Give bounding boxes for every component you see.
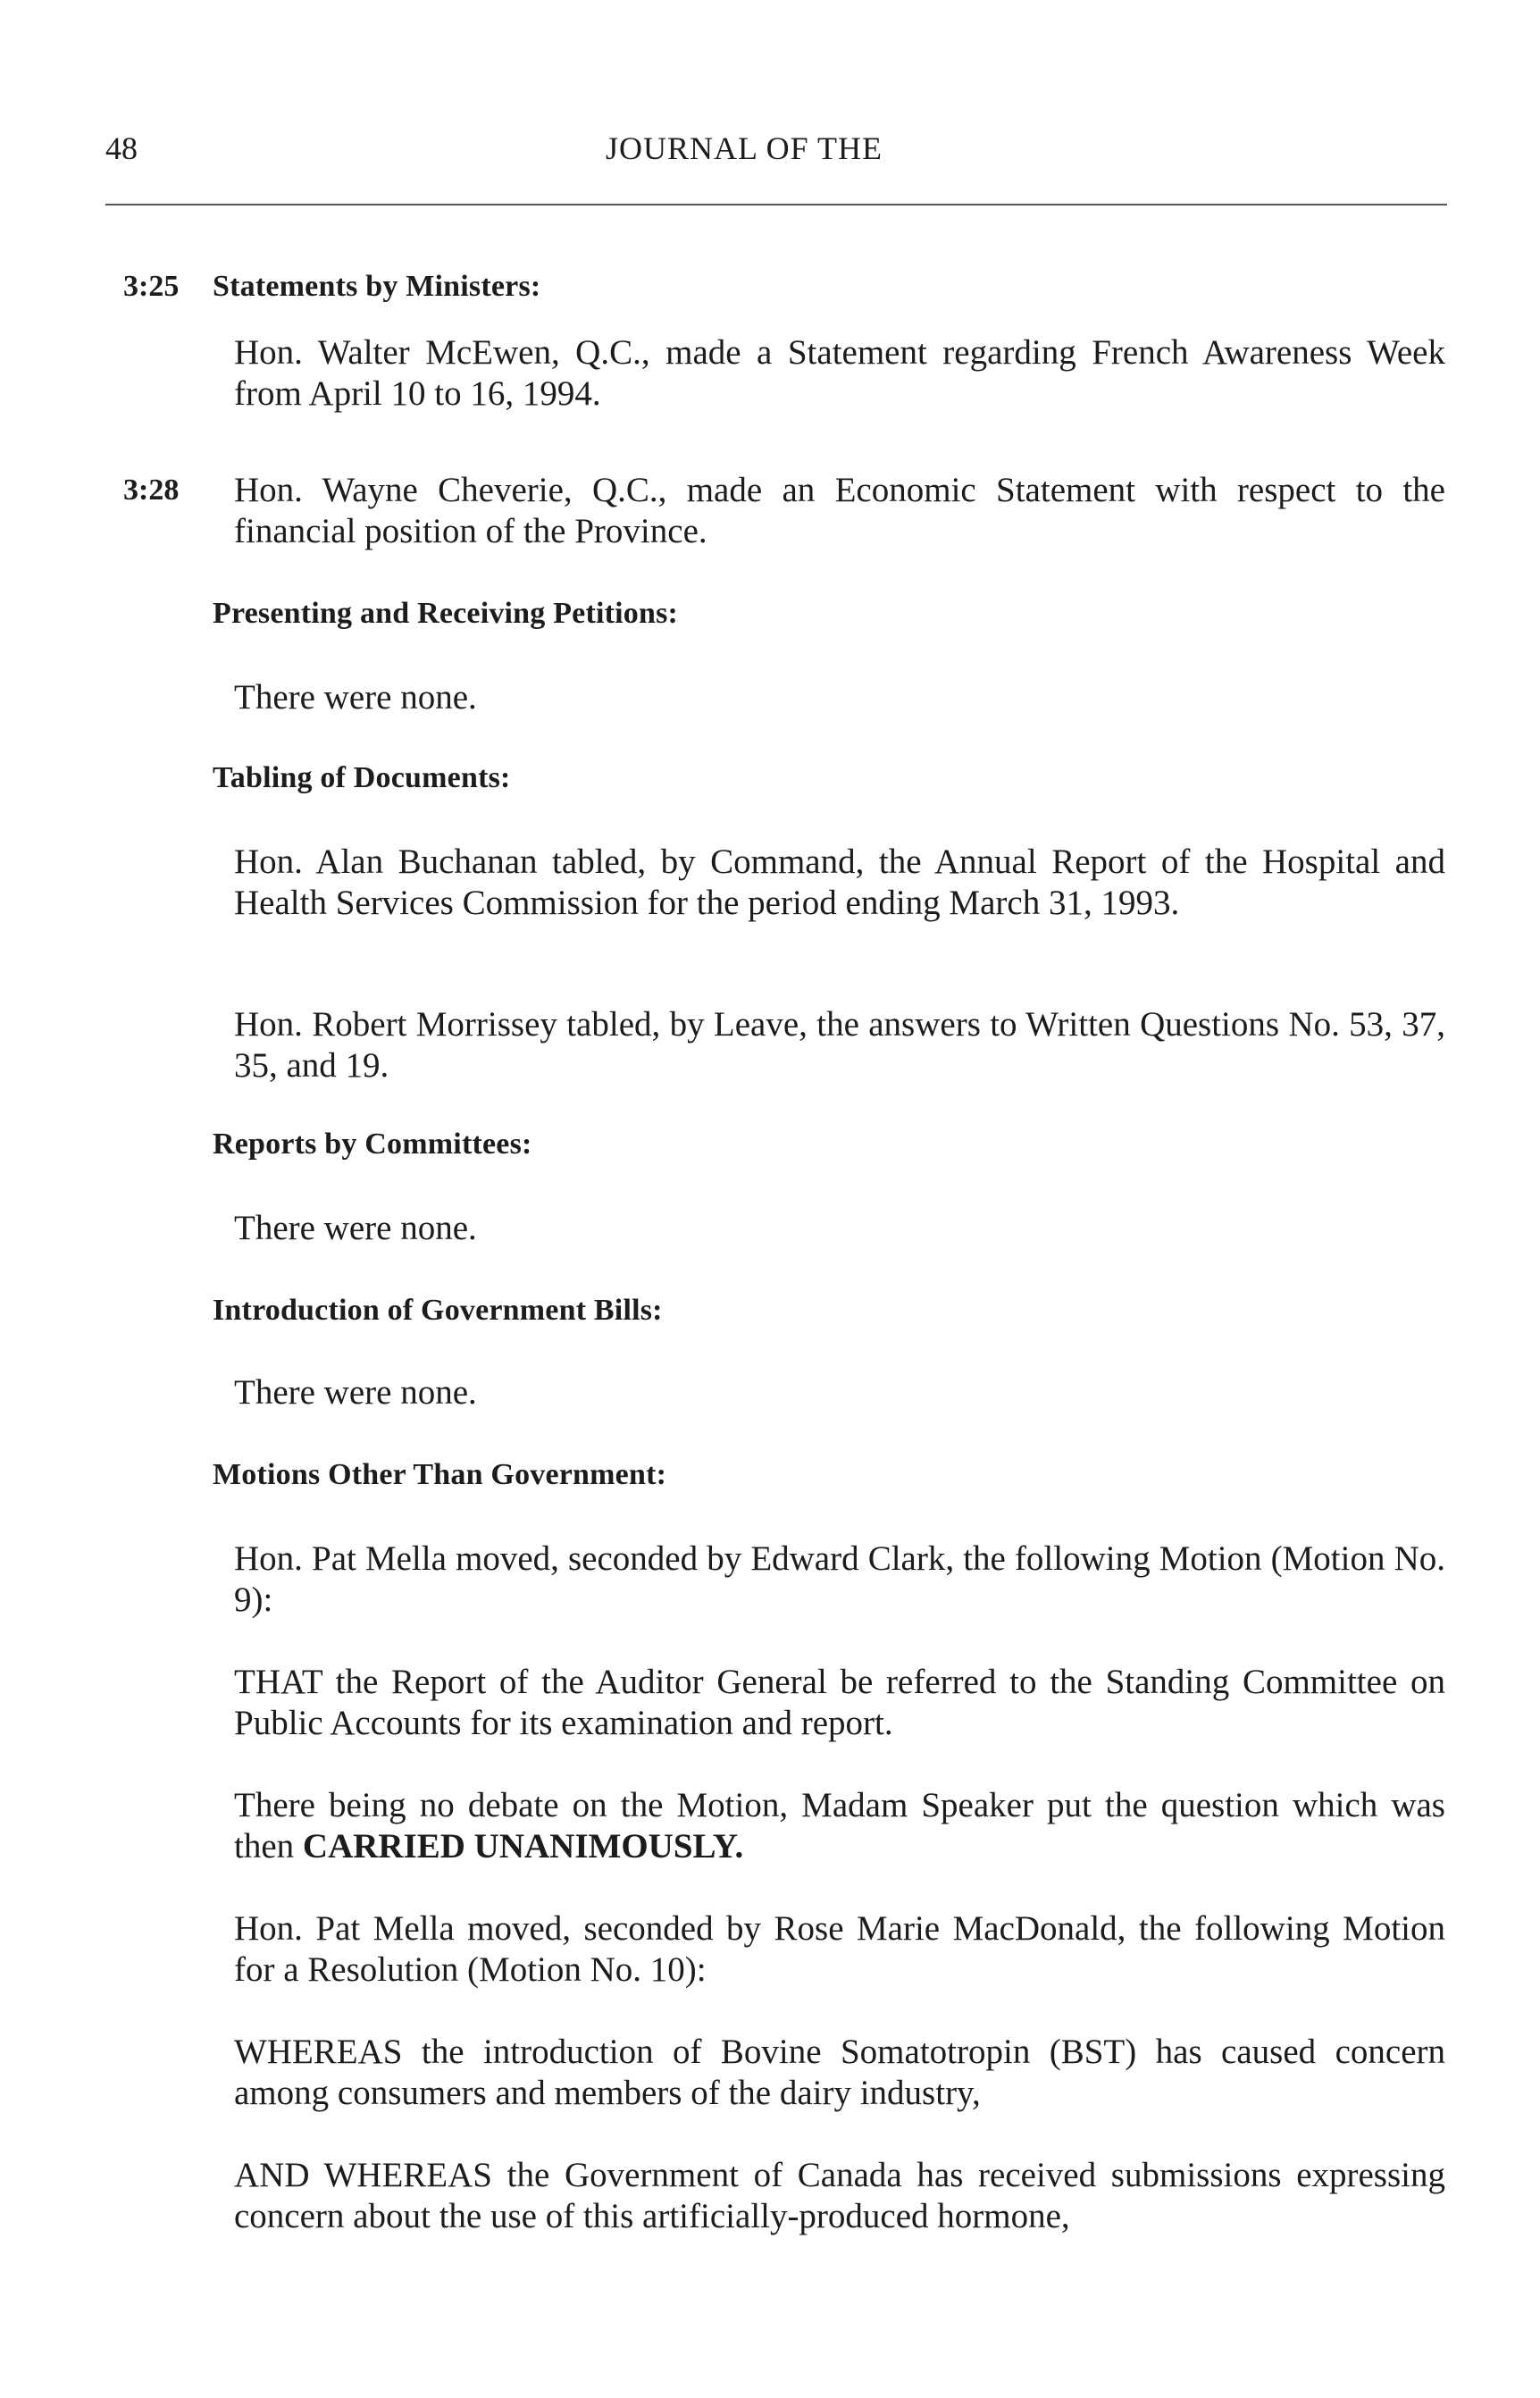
- page-header: [105, 130, 1445, 183]
- paragraph: There were none.: [234, 1209, 477, 1247]
- paragraph: Hon. Robert Morrissey tabled, by Leave, the answers to Written Questions No. 53, 37, 35, and 19.: [234, 1005, 1445, 1085]
- section-heading-motions: Motions Other Than Government:: [213, 1458, 667, 1491]
- paragraph: Hon. Wayne Cheverie, Q.C., made an Economic Statement with respect to the financial position of the Province.: [234, 471, 1445, 550]
- paragraph: Hon. Pat Mella moved, seconded by Edward Clark, the following Motion (Motion No. 9):: [234, 1539, 1445, 1619]
- section-heading-statements: Statements by Ministers:: [213, 270, 541, 303]
- time-stamp: 3:25: [123, 270, 180, 303]
- page-number: 48: [105, 130, 138, 166]
- paragraph: AND WHEREAS the Government of Canada has received submissions expressing concern about the use of this artificially-produced hormone,: [234, 2156, 1445, 2235]
- time-stamp: 3:28: [123, 474, 180, 507]
- header-rule: [105, 204, 1447, 205]
- paragraph: Hon. Pat Mella moved, seconded by Rose Marie MacDonald, the following Motion for a Resolution (Motion No. 10):: [234, 1909, 1445, 1989]
- running-head: JOURNAL OF THE: [606, 130, 883, 166]
- paragraph: There were none.: [234, 678, 477, 717]
- emphasis-text: CARRIED UNANIMOUSLY.: [302, 1827, 744, 1866]
- section-heading-committees: Reports by Committees:: [213, 1128, 532, 1161]
- section-heading-bills: Introduction of Government Bills:: [213, 1294, 663, 1327]
- section-heading-petitions: Presenting and Receiving Petitions:: [213, 597, 679, 630]
- paragraph: [234, 1785, 1445, 1867]
- paragraph: Hon. Walter McEwen, Q.C., made a Statement regarding French Awareness Week from April 10 to 16, 1994.: [234, 333, 1445, 413]
- paragraph: WHEREAS the introduction of Bovine Somatotropin (BST) has caused concern among consumers and members of the dairy industry,: [234, 2033, 1445, 2112]
- text-run: There being no debate on the Motion, Madam Speaker put the question which was then: [234, 1786, 1445, 1866]
- section-heading-tabling: Tabling of Documents:: [213, 761, 511, 794]
- paragraph: There were none.: [234, 1373, 477, 1412]
- paragraph: Hon. Alan Buchanan tabled, by Command, the Annual Report of the Hospital and Health Services Commission for the period ending March 31, 1993.: [234, 843, 1445, 922]
- paragraph: THAT the Report of the Auditor General be referred to the Standing Committee on Public Accounts for its examination and report.: [234, 1663, 1445, 1742]
